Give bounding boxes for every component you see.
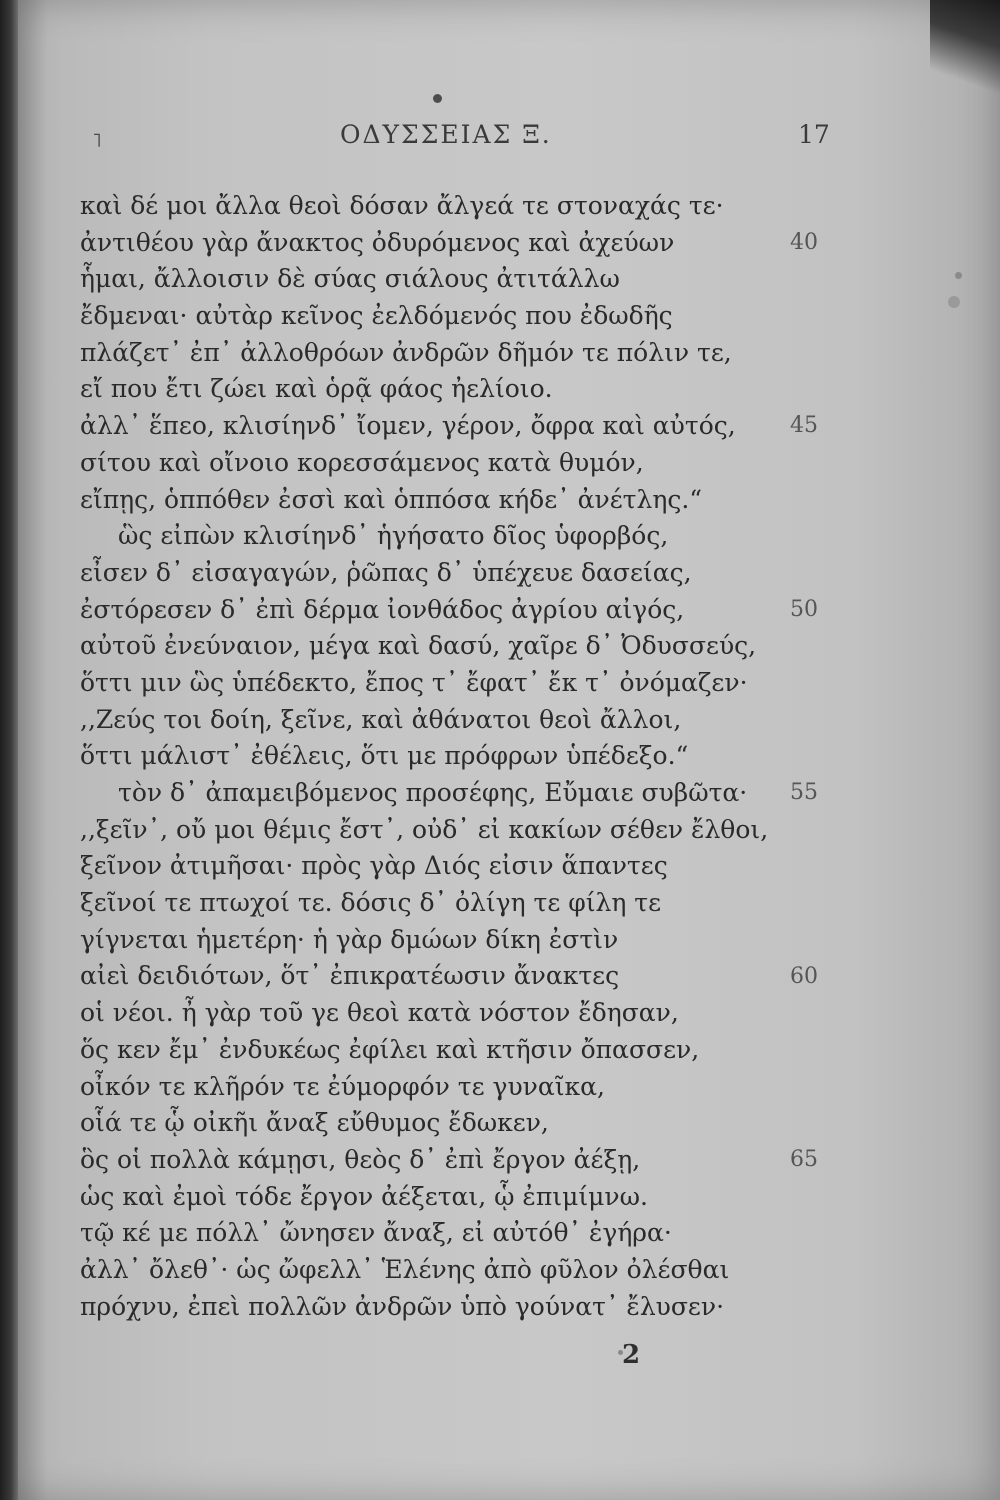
running-title: ΟΔΥΣΣΕΙΑΣ Ξ. [340, 120, 552, 149]
verse-line: καὶ δέ μοι ἄλλα θεοὶ δόσαν ἄλγεά τε στοναχάς τε· [80, 191, 724, 220]
printer-signature: 2 [622, 1340, 641, 1370]
page-header [0, 116, 1000, 156]
page-corner-shadow [930, 0, 1000, 110]
page-speck [948, 296, 960, 308]
verse-line: ξεῖνον ἀτιμῆσαι· πρὸς γὰρ Διός εἰσιν ἅπαντες [80, 851, 668, 881]
verse-line: ὅττι μάλιστ᾽ ἐθέλεις, ὅτι με πρόφρων ὑπέδεξο.“ [80, 741, 689, 771]
verse-line: ἀντιθέου γὰρ ἄνακτος ὀδυρόμενος καὶ ἀχεύων [80, 227, 675, 257]
verse-line: σίτου καὶ οἴνοιο κορεσσάμενος κατὰ θυμόν, [80, 447, 644, 477]
verse-line: ὅττι μιν ὣς ὑπέδεκτο, ἔπος τ᾽ ἔφατ᾽ ἔκ τ᾽ ὀνόμαζεν· [80, 667, 748, 697]
verse-line: εἴπῃς, ὁππόθεν ἐσσὶ καὶ ὁππόσα κήδε᾽ ἀνέτλης.“ [80, 484, 703, 514]
verse-line: αἰεὶ δειδιότων, ὅτ᾽ ἐπικρατέωσιν ἄνακτες [80, 961, 620, 991]
verse-line: ἀλλ᾽ ἕπεο, κλισίηνδ᾽ ἴομεν, γέρον, ὄφρα καὶ αὐτός, [80, 411, 736, 441]
page-number: 17 [798, 120, 830, 149]
verse-line: πρόχνυ, ἐπεὶ πολλῶν ἀνδρῶν ὑπὸ γούνατ᾽ ἔλυσεν· [80, 1291, 725, 1321]
verse-line: ἐστόρεσεν δ᾽ ἐπὶ δέρμα ἰονθάδος ἀγρίου αἰγός, [80, 594, 685, 624]
verse-line: ξεῖνοί τε πτωχοί τε. δόσις δ᾽ ὀλίγη τε φίλη τε [80, 888, 662, 918]
verse-line: ὣς εἰπὼν κλισίηνδ᾽ ἡγήσατο δῖος ὑφορβός, [118, 521, 669, 551]
verse-line: ὃς οἱ πολλὰ κάμῃσι, θεὸς δ᾽ ἐπὶ ἔργον ἀέξῃ, [80, 1144, 641, 1174]
verse-line: οἶκόν τε κλῆρόν τε ἐύμορφόν τε γυναῖκα, [80, 1071, 605, 1101]
verse-line: ἀλλ᾽ ὄλεθ᾽· ὡς ὤφελλ᾽ Ἑλένης ἀπὸ φῦλον ὀλέσθαι [80, 1254, 730, 1284]
verse-line: ,,ξεῖν᾽, οὔ μοι θέμις ἔστ᾽, οὐδ᾽ εἰ κακίων σέθεν ἔλθοι, [80, 814, 769, 844]
verse-line: εἶσεν δ᾽ εἰσαγαγών, ῥῶπας δ᾽ ὑπέχευε δασείας, [80, 557, 692, 587]
verse-text [80, 188, 800, 1325]
verse-line: ,,Ζεύς τοι δοίη, ξεῖνε, καὶ ἀθάνατοι θεοὶ ἄλλοι, [80, 704, 682, 734]
book-gutter-shadow [0, 0, 18, 1500]
verse-line: οἷά τε ᾧ οἰκῆι ἄναξ εὔθυμος ἔδωκεν, [80, 1108, 549, 1138]
verse-line: τῷ κέ με πόλλ᾽ ὤνησεν ἄναξ, εἰ αὐτόθ᾽ ἐγήρα· [80, 1218, 672, 1248]
verse-line: ὅς κεν ἔμ᾽ ἐνδυκέως ἐφίλει καὶ κτῆσιν ὄπασσεν, [80, 1034, 700, 1064]
verse-line: ὡς καὶ ἐμοὶ τόδε ἔργον ἀέξεται, ᾧ ἐπιμίμνω. [80, 1181, 648, 1211]
verse-line: πλάζετ᾽ ἐπ᾽ ἀλλοθρόων ἀνδρῶν δῆμόν τε πόλιν τε, [80, 337, 732, 367]
line-number: 55 [790, 780, 818, 806]
line-number: 65 [790, 1147, 818, 1173]
verse-line: εἴ που ἔτι ζώει καὶ ὁρᾷ φάος ἠελίοιο. [80, 374, 553, 404]
verse-line: οἱ νέοι. ἦ γὰρ τοῦ γε θεοὶ κατὰ νόστον ἔδησαν, [80, 998, 679, 1028]
header-corner-mark: ˥ [92, 128, 102, 152]
verse-line: ἔδμεναι· αὐτὰρ κεῖνος ἐελδόμενός που ἐδωδῆς [80, 301, 673, 331]
ink-dot [433, 94, 442, 103]
line-number: 60 [790, 963, 818, 989]
line-number: 40 [790, 229, 818, 255]
line-number: 50 [790, 596, 818, 622]
verse-line: τὸν δ᾽ ἀπαμειβόμενος προσέφης, Εὔμαιε συβῶτα· [118, 778, 748, 807]
line-number: 45 [790, 413, 818, 439]
verse-line: αὐτοῦ ἐνεύναιον, μέγα καὶ δασύ, χαῖρε δ᾽ Ὀδυσσεύς, [80, 631, 757, 661]
verse-line: ἧμαι, ἄλλοισιν δὲ σύας σιάλους ἀτιτάλλω [80, 264, 620, 294]
page-speck [955, 272, 962, 279]
verse-line: γίγνεται ἡμετέρη· ἡ γὰρ δμώων δίκη ἐστὶν [80, 924, 619, 954]
